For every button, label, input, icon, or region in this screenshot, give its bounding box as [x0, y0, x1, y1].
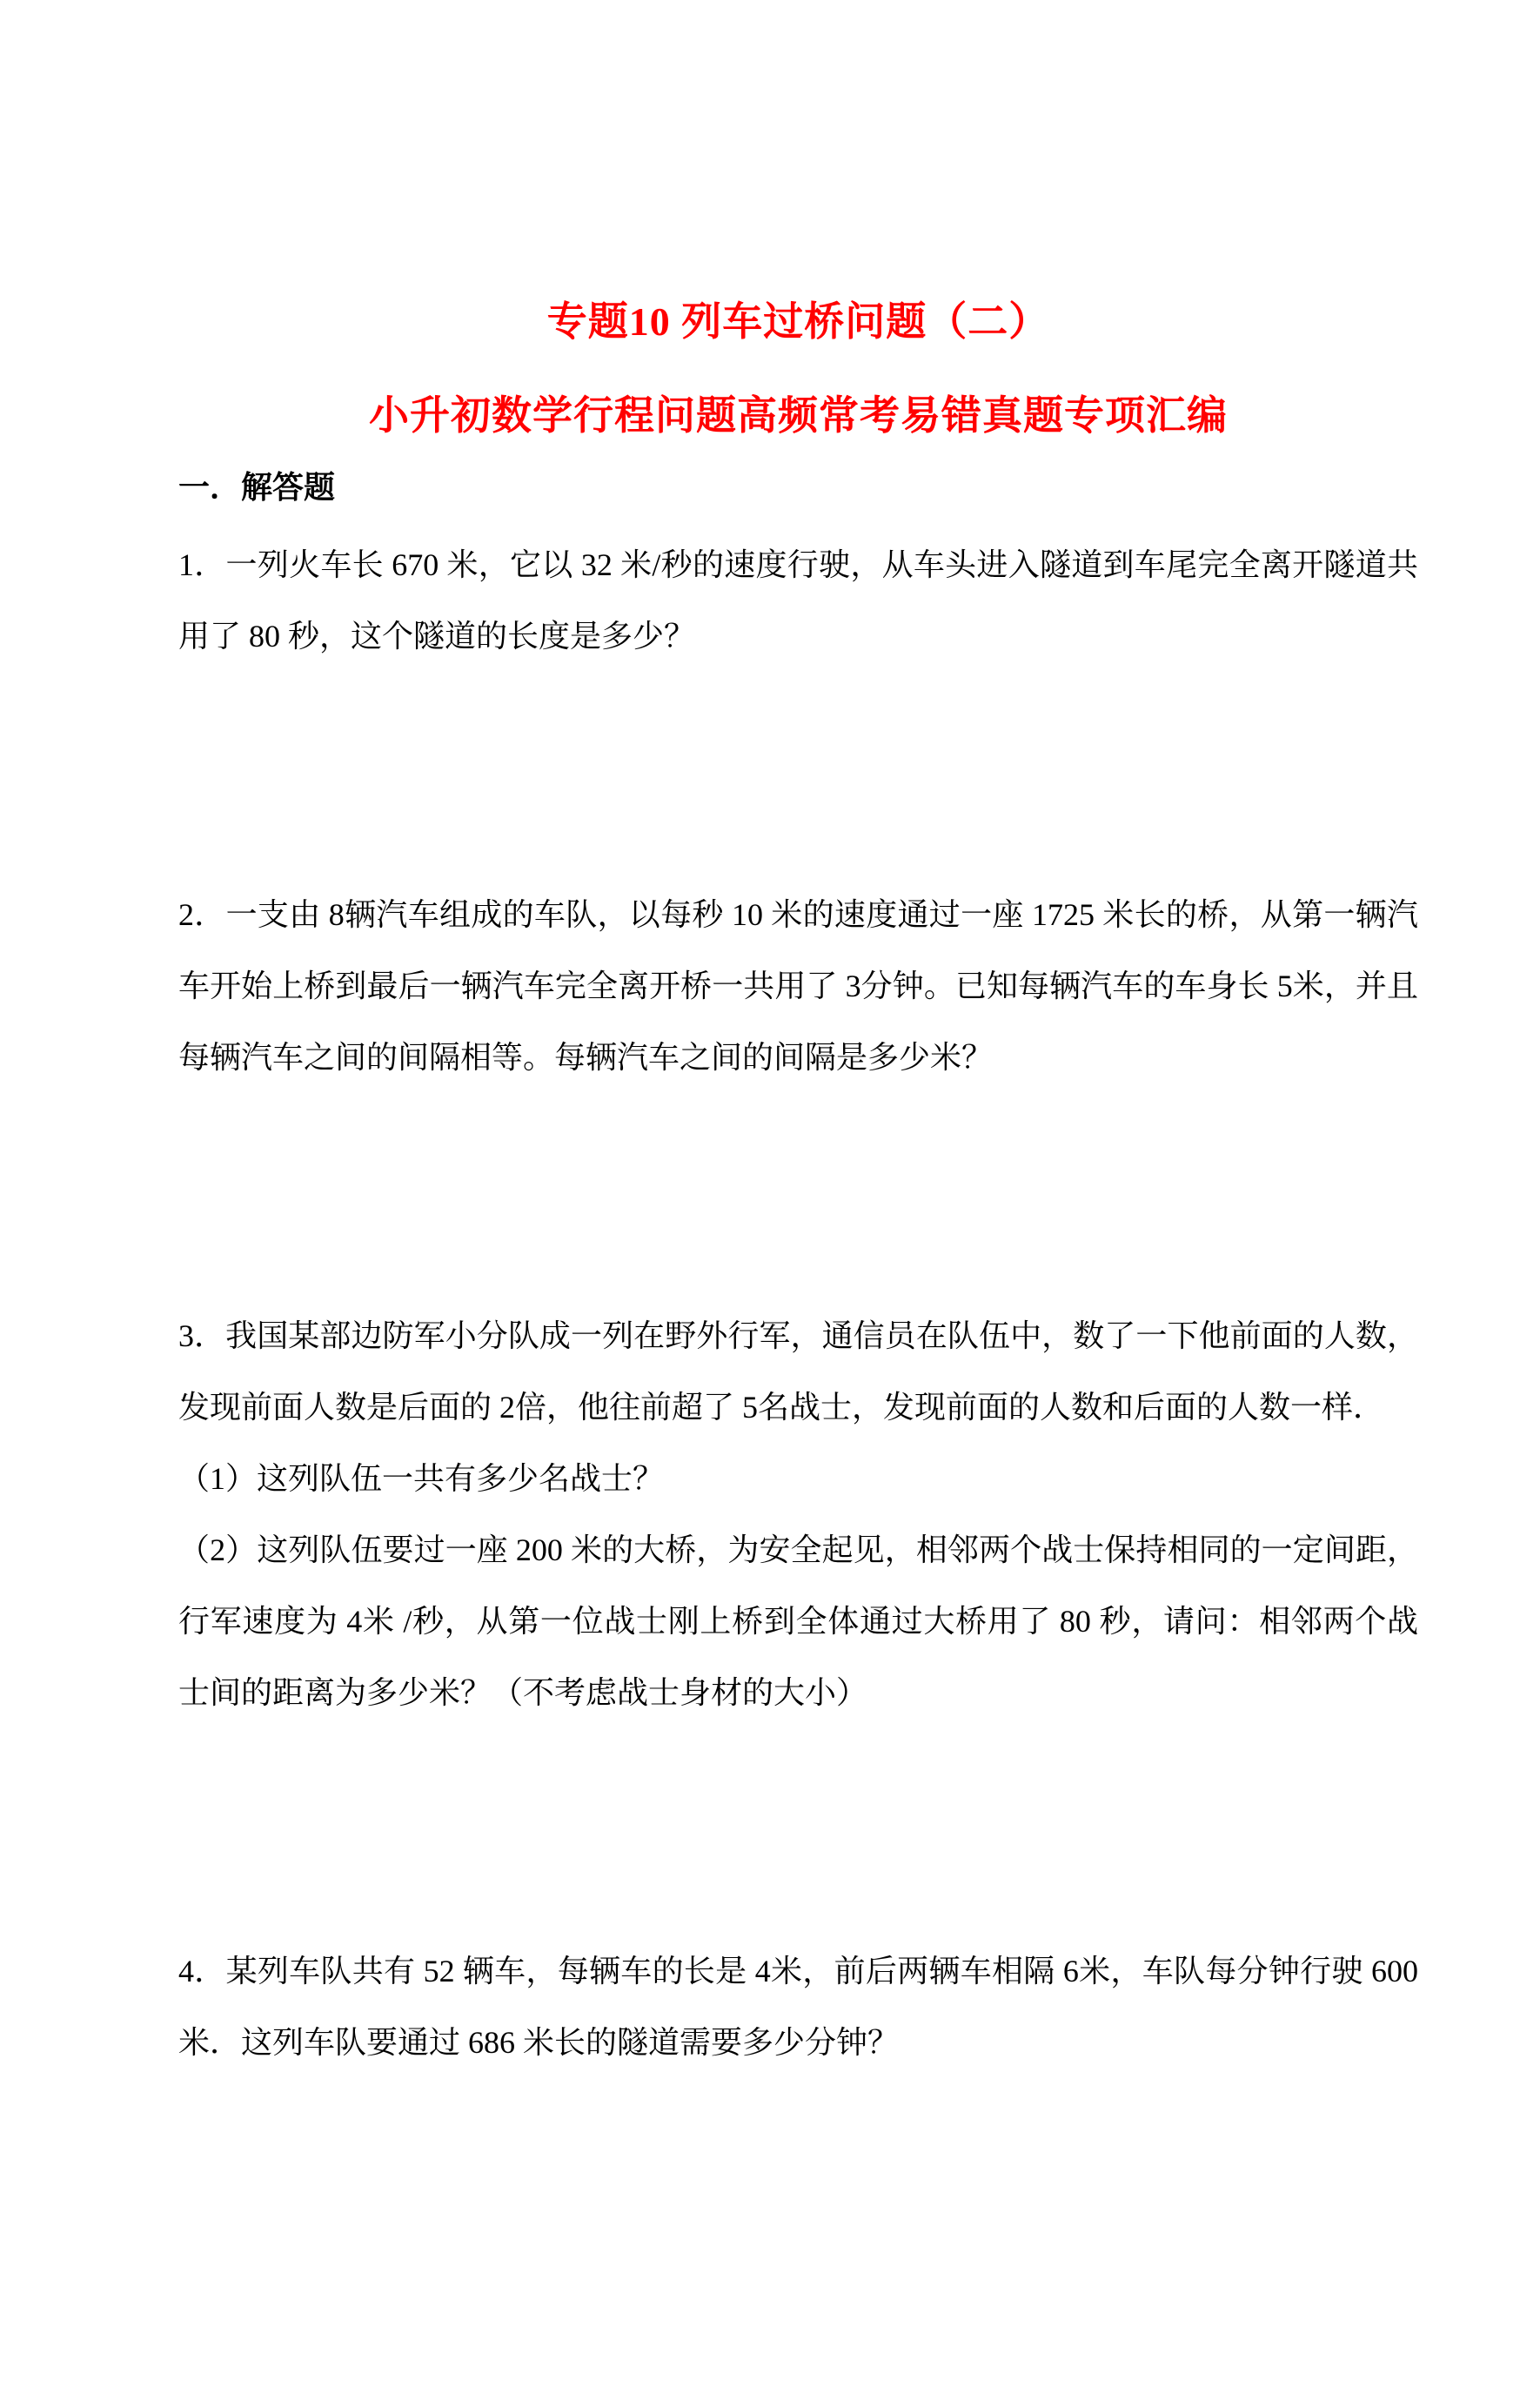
problem-2-line-2: 车开始上桥到最后一辆汽车完全离开桥一共用了 3分钟。已知每辆汽车的车身长 5米，并且: [178, 969, 1418, 1003]
problem-2: [178, 879, 1418, 1093]
problem-3-line-2: 发现前面人数是后面的 2倍，他往前超了 5名战士，发现前面的人数和后面的人数一样．: [178, 1390, 1385, 1425]
problem-3-line-6: 士间的距离为多少米？（不考虑战士身材的大小）: [178, 1675, 868, 1710]
problem-3-line-1: 3．我国某部边防军小分队成一列在野外行军，通信员在队伍中，数了一下他前面的人数，: [178, 1318, 1418, 1353]
problem-2-line-1: 2．一支由 8辆汽车组成的车队，以每秒 10 米的速度通过一座 1725 米长的桥，从第一辆汽: [178, 897, 1418, 932]
problem-4: [178, 1935, 1418, 2078]
section-heading: 一．解答题: [178, 470, 336, 505]
problem-2-line-3: 每辆汽车之间的间隔相等。每辆汽车之间的间隔是多少米？: [178, 1040, 994, 1075]
problem-4-line-2: 米．这列车队要通过 686 米长的隧道需要多少分钟？: [178, 2025, 900, 2060]
problem-4-line-1: 4．某列车队共有 52 辆车，每辆车的长是 4米，前后两辆车相隔 6米，车队每分钟行驶 600: [178, 1954, 1418, 1988]
problem-1-line-1: 1．一列火车长 670 米，它以 32 米/秒的速度行驶，从车头进入隧道到车尾完全离开隧道共: [178, 547, 1418, 582]
problem-3-line-5: 行军速度为 4米 /秒，从第一位战士刚上桥到全体通过大桥用了 80 秒，请问：相邻两个战: [178, 1604, 1418, 1639]
document-subtitle: 小升初数学行程问题高频常考易错真题专项汇编: [369, 393, 1228, 438]
problems-list: [178, 529, 1418, 2078]
problem-3: [178, 1300, 1418, 1728]
problem-1-line-2: 用了 80 秒，这个隧道的长度是多少？: [178, 619, 696, 654]
worksheet-content: [178, 286, 1418, 2078]
problem-1: [178, 529, 1418, 672]
problem-3-line-3: （1）这列队伍一共有多少名战士？: [178, 1461, 665, 1496]
problem-3-line-4: （2）这列队伍要过一座 200 米的大桥，为安全起见，相邻两个战士保持相同的一定间距，: [178, 1532, 1418, 1567]
document-title: 专题10 列车过桥问题（二）: [546, 299, 1050, 344]
